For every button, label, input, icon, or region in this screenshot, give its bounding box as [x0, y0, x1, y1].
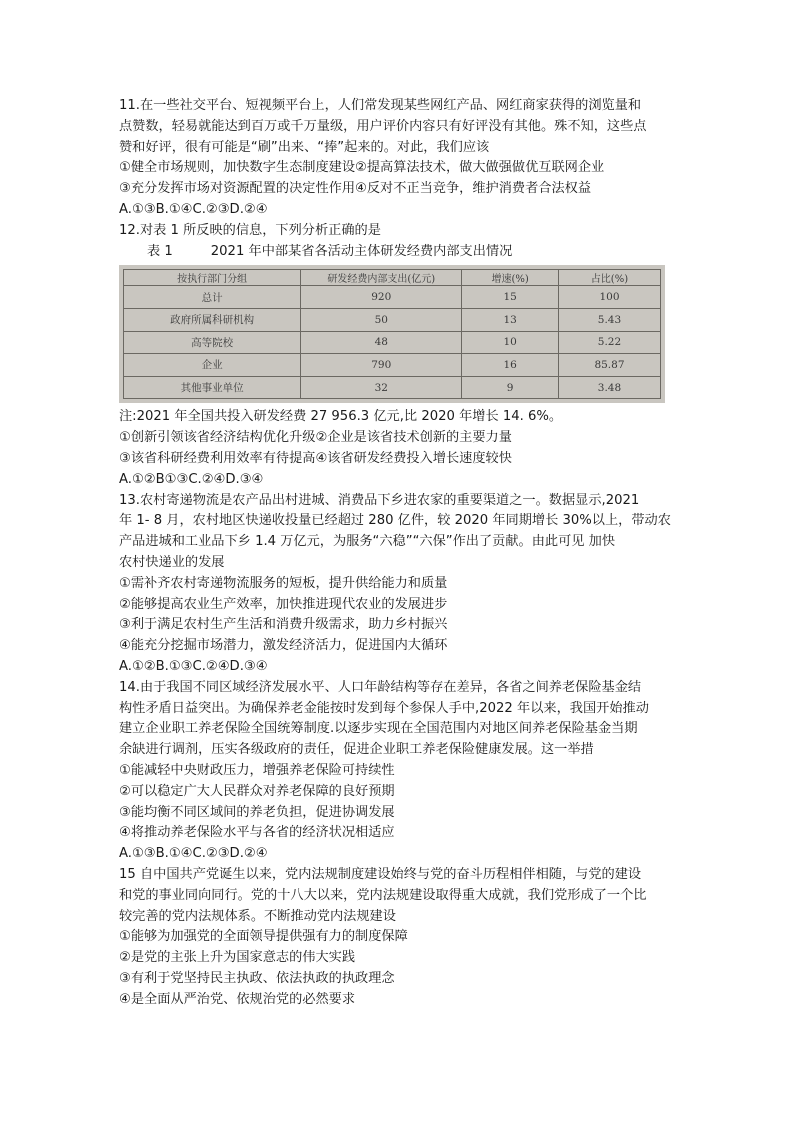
option-line: ④是全面从严治党、依规治党的必然要求	[119, 991, 356, 1007]
table-cell: 政府所属科研机构	[124, 308, 301, 331]
table-cell: 其他事业单位	[124, 376, 301, 399]
exam-page	[119, 96, 679, 1010]
answer-choices: A.①②B①③C.②④D.③④	[119, 471, 264, 487]
table-header-cell: 研发经费内部支出(亿元)	[301, 270, 462, 286]
answer-choices: A.①②B.①③C.②④D.③④	[119, 658, 268, 674]
table-photo	[119, 265, 665, 403]
option-line: ①能够为加强党的全面领导提供强有力的制度保障	[119, 929, 408, 945]
option-line: ③利于满足农村生产生活和消费升级需求，助力乡村振兴	[119, 617, 448, 633]
table-row	[124, 286, 661, 309]
table-cell: 高等院校	[124, 331, 301, 354]
table-cell: 100	[558, 286, 660, 309]
question-13	[119, 491, 679, 678]
table-title: 2021 年中部某省各活动主体研发经费内部支出情况	[210, 243, 513, 259]
table-label: 表 1	[147, 243, 173, 259]
table-cell: 10	[462, 331, 559, 354]
question-stem: 建立企业职工养老保险全国统筹制度.以逐步实现在全国范围内对地区间养老保险基金当期	[119, 721, 638, 737]
option-line: ③充分发挥市场对资源配置的决定性作用④反对不正当竞争，维护消费者合法权益	[119, 181, 592, 197]
question-stem: 点赞数，轻易就能达到百万或千万量级，用户评价内容只有好评没有其他。殊不知，这些点	[119, 118, 647, 134]
data-table	[123, 269, 661, 399]
table-cell: 920	[301, 286, 462, 309]
table-header-cell: 按执行部门分组	[124, 270, 301, 286]
table-row	[124, 331, 661, 354]
option-line: ②可以稳定广大人民群众对养老保障的良好预期	[119, 783, 395, 799]
table-header-row	[124, 270, 661, 286]
table-cell: 5.43	[558, 308, 660, 331]
option-line: ①创新引领该省经济结构优化升级②企业是该省技术创新的主要力量	[119, 430, 512, 446]
table-cell: 50	[301, 308, 462, 331]
table-cell: 9	[462, 376, 559, 399]
option-line: ③该省科研经费利用效率有待提高④该省研发经费投入增长速度较快	[119, 450, 512, 466]
question-stem: 产品进城和工业品下乡 1.4 万亿元，为服务“六稳”“六保”作出了贡献。由此可见 加快	[119, 534, 616, 550]
option-line: ①需补齐农村寄递物流服务的短板，提升供给能力和质量	[119, 575, 448, 591]
table-cell: 15	[462, 286, 559, 309]
question-11	[119, 96, 679, 221]
question-stem: 和党的事业同向同行。党的十八大以来，党内法规建设取得重大成就，我们党形成了一个比	[119, 887, 647, 903]
table-row	[124, 308, 661, 331]
question-stem: 15 自中国共产党诞生以来，党内法规制度建设始终与党的奋斗历程相伴相随，与党的建设	[119, 866, 642, 882]
question-stem: 赞和好评，很有可能是“刷”出来、“捧”起来的。对此，我们应该	[119, 139, 490, 155]
question-stem: 13.农村寄递物流是农产品出村进城、消费品下乡进农家的重要渠道之一。数据显示,2021	[119, 492, 640, 508]
table-cell: 85.87	[558, 354, 660, 377]
question-stem: 12.对表 1 所反映的信息，下列分析正确的是	[119, 222, 381, 238]
table-note: 注:2021 年全国共投入研发经费 27 956.3 亿元,比 2020 年增长 14. 6%。	[119, 409, 563, 425]
option-line: ②能够提高农业生产效率，加快推进现代农业的发展进步	[119, 596, 448, 612]
table-row	[124, 376, 661, 399]
option-line: ②是党的主张上升为国家意志的伟大实践	[119, 950, 356, 966]
option-line: ④将推动养老保险水平与各省的经济状况相适应	[119, 825, 395, 841]
answer-choices: A.①③B.①④C.②③D.②④	[119, 201, 268, 217]
table-header-cell: 增速(%)	[462, 270, 559, 286]
question-stem: 余缺进行调剂，压实各级政府的责任，促进企业职工养老保险健康发展。这一举措	[119, 742, 594, 758]
option-line: ①能减轻中央财政压力，增强养老保险可持续性	[119, 762, 395, 778]
question-stem: 农村快递业的发展	[119, 554, 225, 570]
table-caption	[119, 242, 679, 263]
table-cell: 13	[462, 308, 559, 331]
question-stem: 构性矛盾日益突出。为确保养老金能按时发到每个参保人手中,2022 年以来，我国开始推动	[119, 700, 649, 716]
table-cell: 790	[301, 354, 462, 377]
question-stem: 较完善的党内法规体系。不断推动党内法规建设	[119, 908, 396, 924]
option-line: ③能均衡不同区域间的养老负担，促进协调发展	[119, 804, 395, 820]
question-15	[119, 865, 679, 1011]
answer-choices: A.①③B.①④C.②③D.②④	[119, 846, 268, 862]
table-cell: 3.48	[558, 376, 660, 399]
table-cell: 16	[462, 354, 559, 377]
table-cell: 48	[301, 331, 462, 354]
question-stem: 年 1- 8 月，农村地区快递收投量已经超过 280 亿件，较 2020 年同期增长 30%以上，带动农	[119, 513, 671, 529]
option-line: ③有利于党坚持民主执政、依法执政的执政理念	[119, 970, 395, 986]
question-stem: 14.由于我国不同区域经济发展水平、人口年龄结构等存在差异，各省之间养老保险基金结	[119, 679, 642, 695]
table-row	[124, 354, 661, 377]
table-cell: 5.22	[558, 331, 660, 354]
option-line: ①健全市场规则，加快数字生态制度建设②提高算法技术，做大做强做优互联网企业	[119, 160, 605, 176]
question-12	[119, 221, 679, 491]
table-cell: 企业	[124, 354, 301, 377]
question-stem: 11.在一些社交平台、短视频平台上，人们常发现某些网红产品、网红商家获得的浏览量和	[119, 98, 642, 113]
table-cell: 总计	[124, 286, 301, 309]
option-line: ④能充分挖掘市场潜力，激发经济活力，促进国内大循环	[119, 638, 448, 654]
table-cell: 32	[301, 376, 462, 399]
question-14	[119, 678, 679, 865]
table-header-cell: 占比(%)	[558, 270, 660, 286]
